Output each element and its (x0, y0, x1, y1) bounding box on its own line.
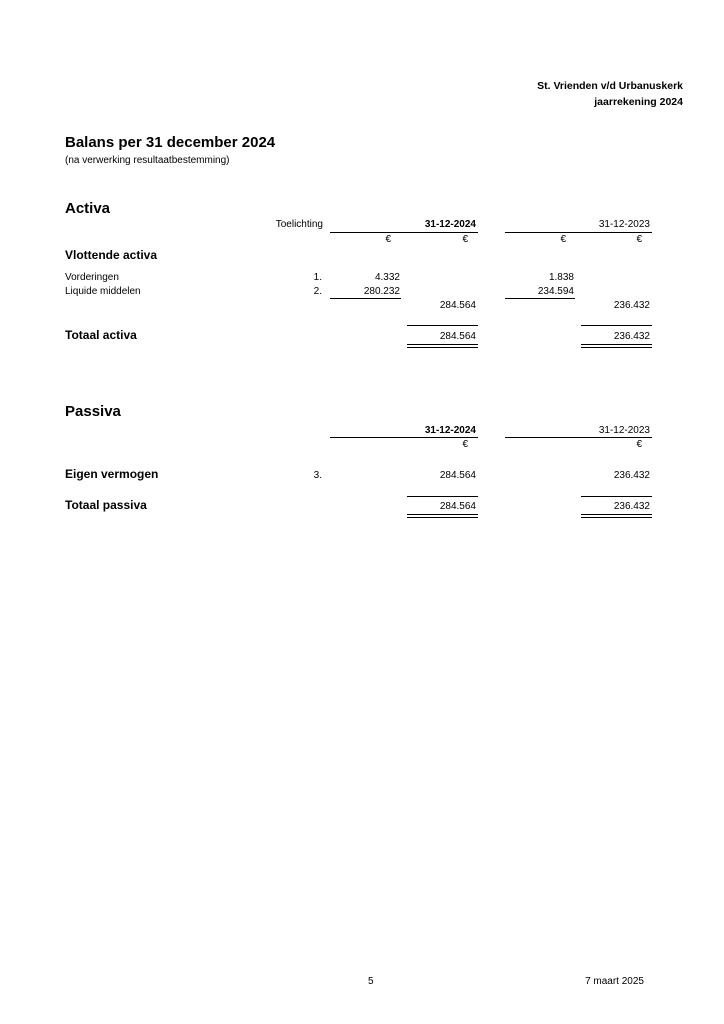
row-note: 1. (313, 272, 322, 283)
page-subtitle: (na verwerking resultaatbestemming) (65, 155, 230, 166)
column-header-2023: 31-12-2023 (598, 219, 650, 230)
total-rule-top-2024 (407, 496, 478, 497)
total-passiva-2024: 284.564 (439, 501, 476, 512)
row-label: Liquide middelen (65, 286, 141, 297)
column-header-2024: 31-12-2024 (424, 219, 476, 230)
equity-label: Eigen vermogen (65, 467, 159, 481)
total-activa-2024: 284.564 (439, 331, 476, 342)
report-name: jaarrekening 2024 (594, 96, 683, 108)
section-heading: Vlottende activa (65, 248, 158, 262)
total-rule-top-2023 (581, 325, 652, 326)
total-activa-2023: 236.432 (613, 331, 650, 342)
row-value-2024: 280.232 (363, 286, 400, 297)
row-value-2024: 4.332 (374, 272, 400, 283)
subtotal-2023: 236.432 (613, 300, 650, 311)
equity-2023: 236.432 (613, 470, 650, 481)
subtotal-rule-2023 (505, 298, 575, 299)
subtotal-2024: 284.564 (439, 300, 476, 311)
total-rule-double-2024 (407, 514, 478, 518)
total-rule-double-2023 (581, 344, 652, 348)
row-value-2023: 1.838 (548, 272, 574, 283)
total-passiva-label: Totaal passiva (65, 498, 147, 512)
column-rule-2024 (330, 437, 478, 438)
currency-label: € (385, 234, 391, 245)
activa-heading: Activa (65, 200, 111, 217)
column-header-note: Toelichting (275, 219, 323, 230)
equity-note: 3. (313, 470, 322, 481)
row-label: Vorderingen (65, 272, 119, 283)
currency-label: € (462, 234, 468, 245)
currency-label: € (636, 234, 642, 245)
currency-label: € (636, 439, 642, 450)
column-rule-2023 (505, 232, 652, 233)
total-activa-label: Totaal activa (65, 328, 137, 342)
equity-2024: 284.564 (439, 470, 476, 481)
footer-date: 7 maart 2025 (585, 976, 644, 987)
row-note: 2. (313, 286, 322, 297)
currency-label: € (462, 439, 468, 450)
total-rule-top-2024 (407, 325, 478, 326)
page-title: Balans per 31 december 2024 (65, 134, 276, 151)
total-rule-double-2023 (581, 514, 652, 518)
column-rule-2024 (330, 232, 478, 233)
column-rule-2023 (505, 437, 652, 438)
total-rule-double-2024 (407, 344, 478, 348)
total-passiva-2023: 236.432 (613, 501, 650, 512)
row-value-2023: 234.594 (537, 286, 574, 297)
passiva-heading: Passiva (65, 403, 121, 420)
subtotal-rule-2024 (330, 298, 401, 299)
page-number: 5 (368, 976, 374, 987)
currency-label: € (560, 234, 566, 245)
column-header-2024: 31-12-2024 (424, 425, 476, 436)
organization-name: St. Vrienden v/d Urbanuskerk (537, 80, 683, 92)
total-rule-top-2023 (581, 496, 652, 497)
column-header-2023: 31-12-2023 (598, 425, 650, 436)
